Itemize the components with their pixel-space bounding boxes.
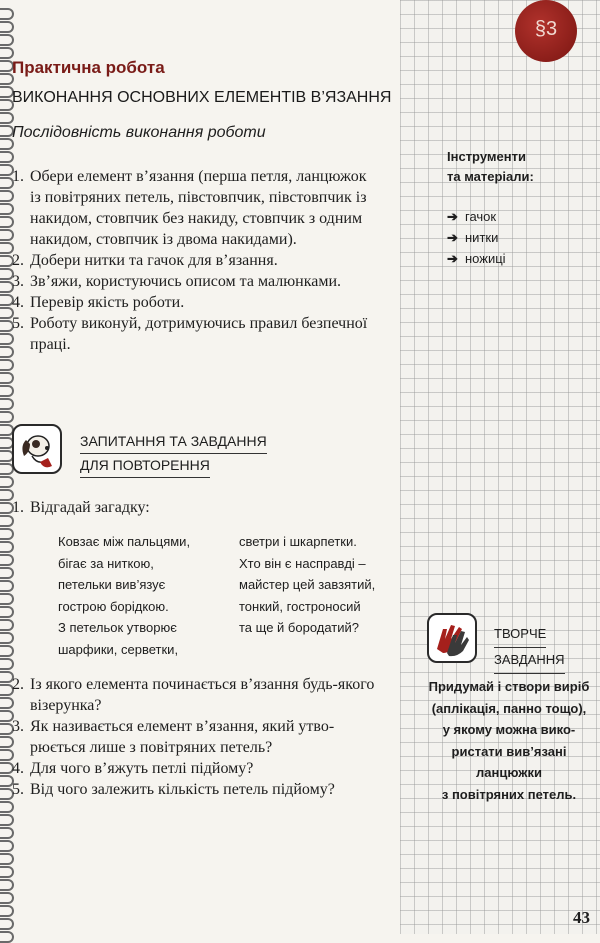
list-item: ➔ ножиці (447, 248, 506, 269)
list-item: 5. Роботу виконуй, дотримуючись правил безпечної праці. (12, 315, 368, 353)
steps-list (12, 166, 398, 355)
spiral-ring (0, 359, 14, 371)
tools-heading: Інструменти та матеріали: (447, 149, 534, 184)
spiral-ring (0, 918, 14, 930)
spiral-ring (0, 931, 14, 943)
list-item: 1. Відгадай загадку: (12, 499, 150, 516)
spiral-ring (0, 8, 14, 20)
list-item: 3. Як називається елемент в’язання, який утво- рюється лише з повітряних петель? (12, 718, 335, 756)
list-item: 2. Добери нитки та гачок для в’язання. (12, 252, 278, 269)
spiral-ring (0, 632, 14, 644)
arrow-right-icon: ➔ (447, 251, 458, 266)
spiral-ring (0, 905, 14, 917)
spiral-ring (0, 567, 14, 579)
spiral-ring (0, 21, 14, 33)
page-number: 43 (573, 908, 590, 927)
list-item: 1. Обери елемент в’язання (перша петля, ланцюжок із повітряних петель, півстовпчик, півстовпчик із накидом, стовпчик без накиду, стовпчик з одним накидом, стовпчик із двома накидами). (12, 168, 367, 248)
section-title: Практична робота (12, 58, 165, 77)
section-badge: §3 (515, 0, 577, 62)
creative-hands-icon (427, 613, 477, 663)
list-item: 2. Із якого елемента починається в’язання будь-якого візерунка? (12, 676, 375, 714)
spiral-ring (0, 645, 14, 657)
spiral-ring (0, 372, 14, 384)
main-heading: ВИКОНАННЯ ОСНОВНИХ ЕЛЕМЕНТІВ В’ЯЗАННЯ (12, 89, 392, 106)
questions-list (12, 674, 398, 800)
spiral-ring (0, 658, 14, 670)
list-item: 4. Перевір якість роботи. (12, 294, 185, 311)
riddle-right-column: светри і шкарпетки. Хто він є насправді – майстер цей завзятий, тонкий, гостроносий та ще й бородатий? (239, 534, 376, 635)
spiral-ring (0, 593, 14, 605)
spiral-ring (0, 580, 14, 592)
riddle-left-column: Ковзає між пальцями, бігає за ниткою, петельки вив’язує гострою борідкою. З петельок утворює шарфики, серветки, (58, 534, 191, 657)
spiral-ring (0, 112, 14, 124)
list-item: 5. Від чого залежить кількість петель підйому? (12, 781, 335, 798)
spiral-ring (0, 879, 14, 891)
creative-heading: ТВОРЧЕ ЗАВДАННЯ (494, 622, 565, 674)
spiral-ring (0, 814, 14, 826)
spiral-ring (0, 866, 14, 878)
spiral-ring (0, 853, 14, 865)
question-one (12, 497, 398, 518)
spiral-ring (0, 801, 14, 813)
spiral-ring (0, 606, 14, 618)
questions-dog-icon (12, 424, 62, 474)
spiral-ring (0, 398, 14, 410)
spiral-ring (0, 528, 14, 540)
spiral-ring (0, 554, 14, 566)
arrow-right-icon: ➔ (447, 230, 458, 245)
spiral-ring (0, 34, 14, 46)
list-item: ➔ гачок (447, 206, 506, 227)
creative-task-text: Придумай і створи виріб (аплікація, панно тощо), у якому можна вико- ристати вив’язані ланцюжки з повітряних петель. (428, 679, 590, 802)
spiral-ring (0, 476, 14, 488)
spiral-ring (0, 411, 14, 423)
spiral-ring (0, 541, 14, 553)
list-item: 4. Для чого в’яжуть петлі підйому? (12, 760, 254, 777)
questions-heading: ЗАПИТАННЯ ТА ЗАВДАННЯ ДЛЯ ПОВТОРЕННЯ (80, 430, 267, 478)
spiral-ring (0, 840, 14, 852)
list-item: 3. Зв’яжи, користуючись описом та малюнками. (12, 273, 342, 290)
sequence-heading: Послідовність виконання роботи (12, 124, 266, 141)
spiral-ring (0, 892, 14, 904)
spiral-ring (0, 827, 14, 839)
arrow-right-icon: ➔ (447, 209, 458, 224)
list-item: ➔ нитки (447, 227, 506, 248)
spiral-ring (0, 151, 14, 163)
tools-list (447, 206, 506, 269)
spiral-ring (0, 385, 14, 397)
spiral-ring (0, 619, 14, 631)
